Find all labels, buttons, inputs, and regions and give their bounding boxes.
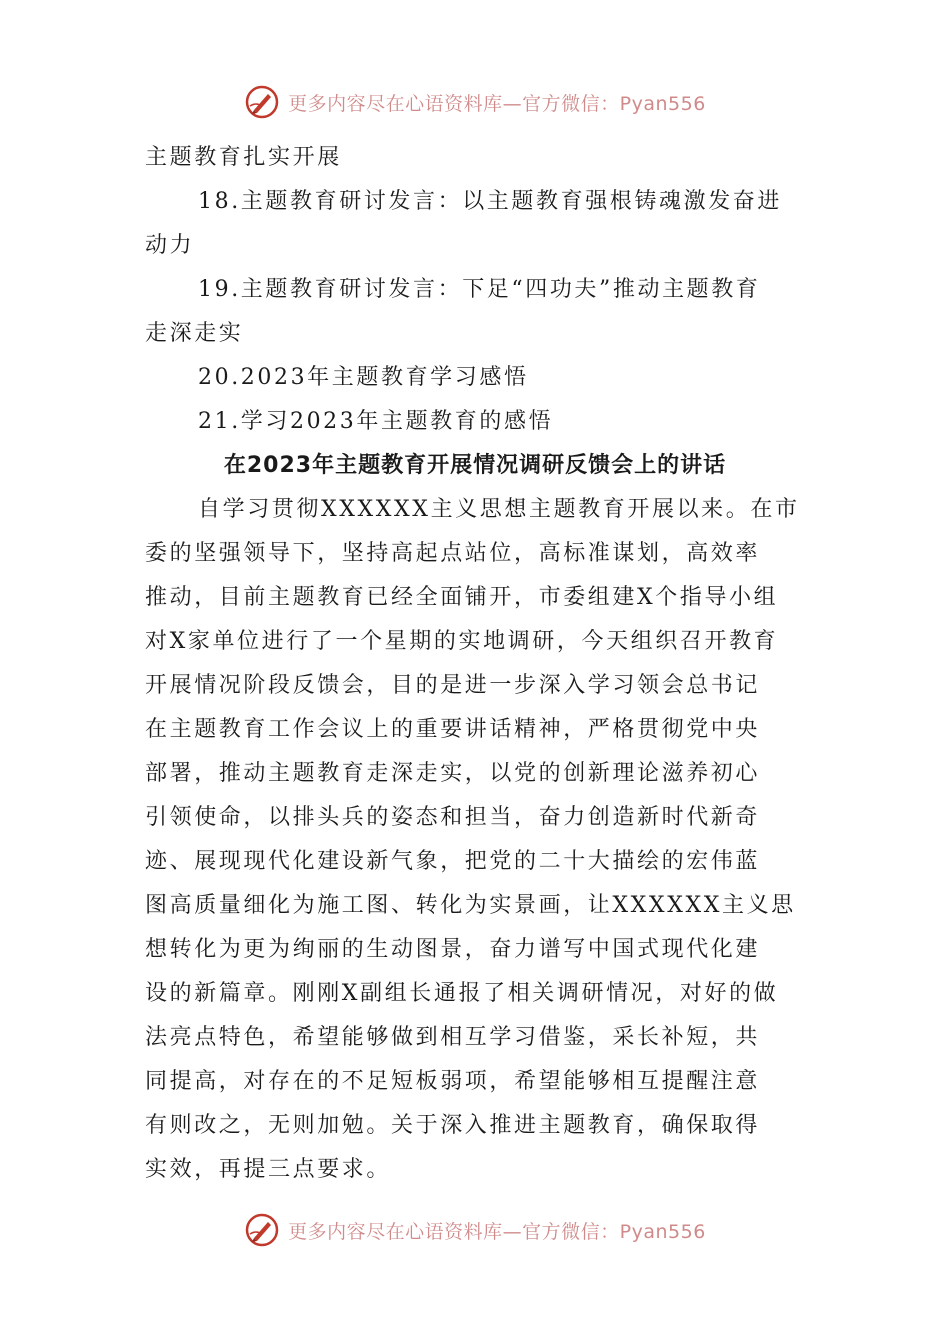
toc-item-20: 20.2023年主题教育学习感悟 — [198, 365, 529, 390]
body-line: 实效，再提三点要求。 — [145, 1157, 392, 1182]
body-line: 同提高，对存在的不足短板弱项，希望能够相互提醒注意 — [145, 1069, 761, 1094]
toc-item-19-line2: 走深走实 — [145, 321, 244, 346]
body-line: 自学习贯彻XXXXXX主义思想主题教育开展以来。在市 — [198, 497, 800, 522]
toc-item-17-continuation: 主题教育扎实开展 — [145, 145, 342, 170]
pen-logo-icon — [244, 1212, 280, 1248]
body-line: 开展情况阶段反馈会，目的是进一步深入学习领会总书记 — [145, 673, 761, 698]
toc-item-19-line1: 19.主题教育研讨发言：下足“四功夫”推动主题教育 — [198, 277, 761, 302]
watermark-banner-bottom — [0, 1210, 950, 1250]
watermark-banner-top — [0, 82, 950, 122]
body-line: 在主题教育工作会议上的重要讲话精神，严格贯彻党中央 — [145, 717, 761, 742]
pen-logo-icon — [244, 84, 280, 120]
body-line: 对X家单位进行了一个星期的实地调研，今天组织召开教育 — [145, 629, 779, 654]
body-line: 部署，推动主题教育走深走实，以党的创新理论滋养初心 — [145, 761, 761, 786]
watermark-text: 更多内容尽在心语资料库—官方微信：Pyan556 — [288, 1220, 706, 1243]
body-line: 推动，目前主题教育已经全面铺开，市委组建X个指导小组 — [145, 585, 779, 610]
article-title: 在2023年主题教育开展情况调研反馈会上的讲话 — [223, 453, 727, 478]
body-line: 设的新篇章。刚刚X副组长通报了相关调研情况，对好的做 — [145, 981, 779, 1006]
body-line: 有则改之，无则加勉。关于深入推进主题教育，确保取得 — [145, 1113, 761, 1138]
body-line: 迹、展现现代化建设新气象，把党的二十大描绘的宏伟蓝 — [145, 849, 761, 874]
toc-item-21: 21.学习2023年主题教育的感悟 — [198, 409, 554, 434]
toc-item-18-line1: 18.主题教育研讨发言：以主题教育强根铸魂激发奋进 — [198, 189, 782, 214]
watermark-text: 更多内容尽在心语资料库—官方微信：Pyan556 — [288, 92, 706, 115]
body-line: 法亮点特色，希望能够做到相互学习借鉴，采长补短，共 — [145, 1025, 761, 1050]
body-line: 图高质量细化为施工图、转化为实景画，让XXXXXX主义思 — [145, 893, 796, 918]
toc-item-18-line2: 动力 — [145, 233, 195, 258]
body-line: 引领使命，以排头兵的姿态和担当，奋力创造新时代新奇 — [145, 805, 761, 830]
body-line: 想转化为更为绚丽的生动图景，奋力谱写中国式现代化建 — [145, 937, 761, 962]
body-line: 委的坚强领导下，坚持高起点站位，高标准谋划，高效率 — [145, 541, 761, 566]
